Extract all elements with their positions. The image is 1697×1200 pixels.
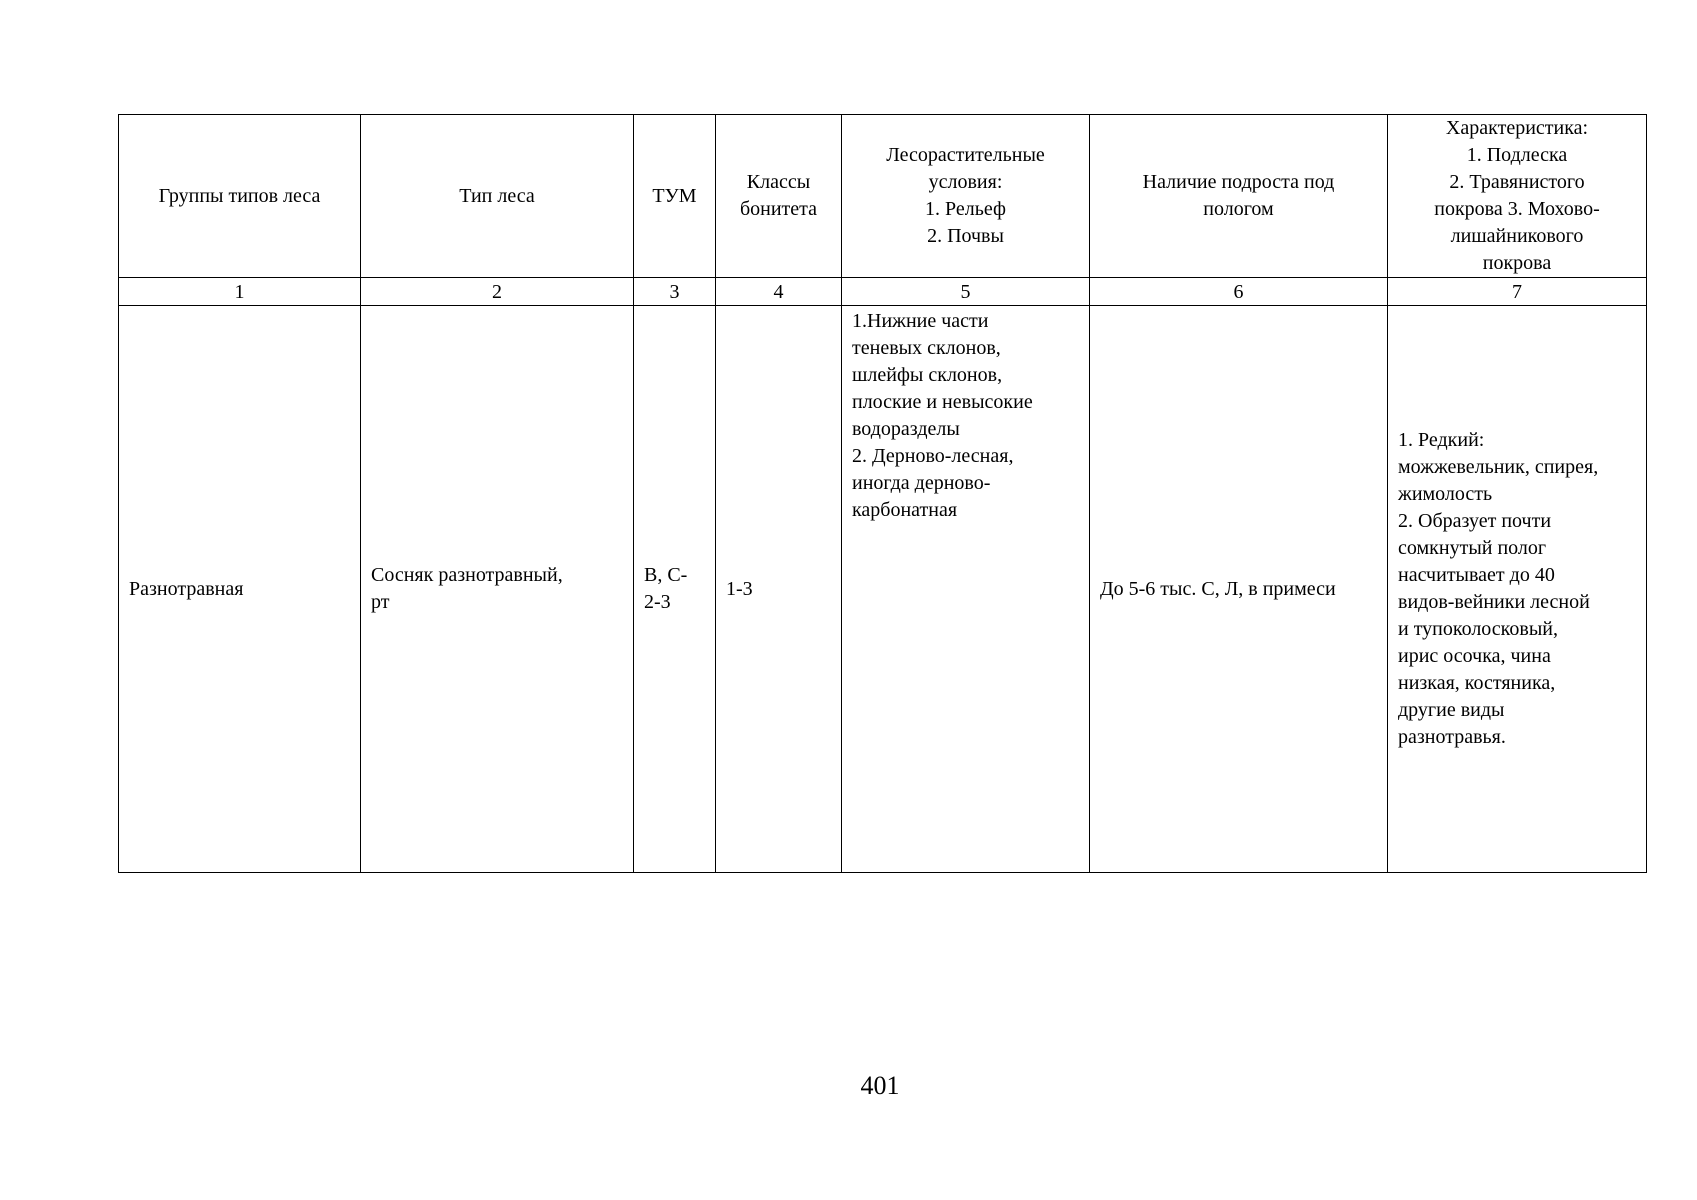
- cell-growing-conditions: 1.Нижние части теневых склонов, шлейфы склонов, плоские и невысокие водоразделы 2. Дерново-лесная, иногда дерново- карбонатная: [842, 306, 1090, 873]
- forest-types-table: [118, 114, 1647, 873]
- cell-forest-type: Сосняк разнотравный, рт: [361, 306, 634, 873]
- column-number: 5: [842, 278, 1090, 306]
- cell-characteristics: 1. Редкий: можжевельник, спирея, жимолость 2. Образует почти сомкнутый полог насчитывает до 40 видов-вейники лесной и тупоколосковый, ирис осочка, чина низкая, костяника, другие виды разнотравья.: [1388, 306, 1647, 873]
- column-number: 1: [119, 278, 361, 306]
- column-number-row: [119, 278, 1647, 306]
- column-number: 3: [634, 278, 716, 306]
- column-number: 4: [716, 278, 842, 306]
- column-number: 7: [1388, 278, 1647, 306]
- header-cell-forest-type-groups: Группы типов леса: [119, 115, 361, 278]
- header-cell-characteristics: Характеристика: 1. Подлеска 2. Травянистого покрова 3. Мохово- лишайникового покрова: [1388, 115, 1647, 278]
- page-number: 401: [860, 1071, 900, 1100]
- header-cell-bonitet-classes: Классы бонитета: [716, 115, 842, 278]
- header-cell-growing-conditions: Лесорастительные условия: 1. Рельеф 2. Почвы: [842, 115, 1090, 278]
- header-cell-forest-type: Тип леса: [361, 115, 634, 278]
- cell-tum: В, С- 2-3: [634, 306, 716, 873]
- cell-bonitet-class: 1-3: [716, 306, 842, 873]
- header-cell-undergrowth: Наличие подроста под пологом: [1090, 115, 1388, 278]
- header-cell-tum: ТУМ: [634, 115, 716, 278]
- column-number: 6: [1090, 278, 1388, 306]
- table-header-row: [119, 115, 1647, 278]
- cell-forest-type-group: Разнотравная: [119, 306, 361, 873]
- cell-undergrowth: До 5-6 тыс. С, Л, в примеси: [1090, 306, 1388, 873]
- column-number: 2: [361, 278, 634, 306]
- table-row: [119, 306, 1647, 873]
